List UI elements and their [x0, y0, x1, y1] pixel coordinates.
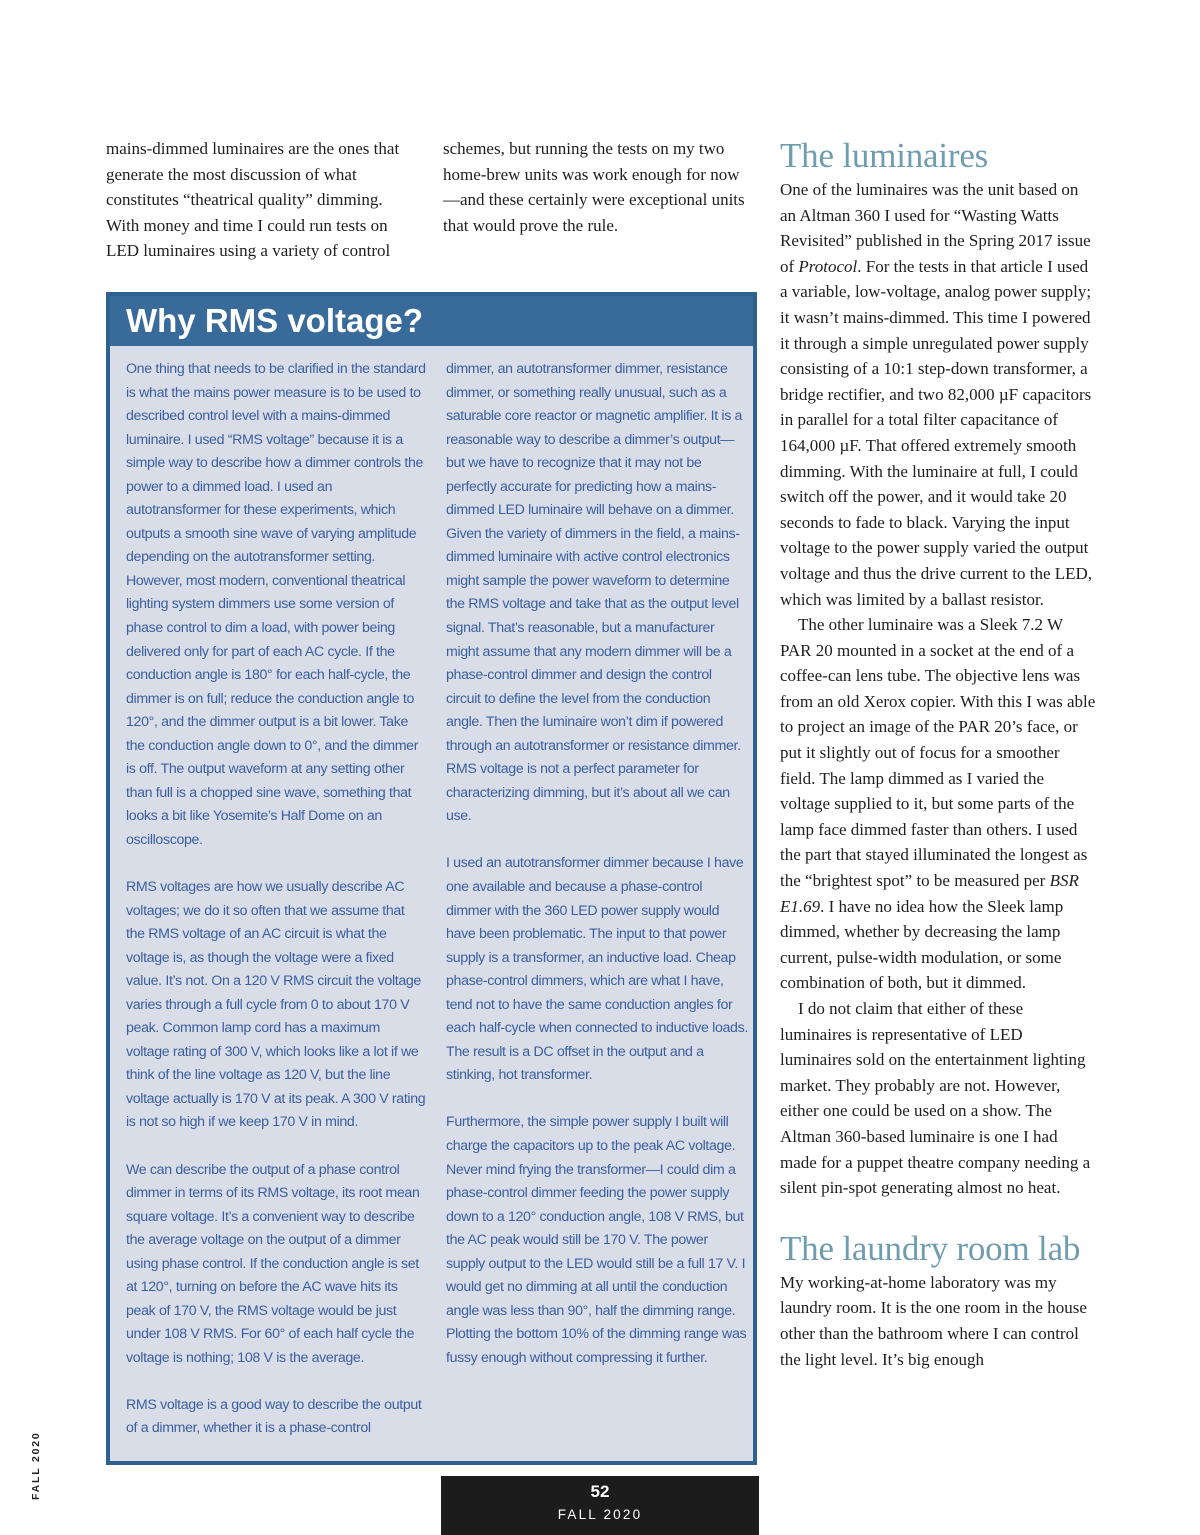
paragraph: I do not claim that either of these luminaires is representative of LED luminaires sold on the entertainment lighting market. They probably are not. However, either one could be used on a show. The Altman 360-based luminaire is one I had made for a puppet theatre company needing a silent pin-spot generating almost no heat. — [780, 999, 1091, 1198]
footer-issue: FALL 2020 — [557, 1507, 643, 1522]
text-run: The other luminaire was a Sleek 7.2 W PAR 20 mounted in a socket at the end of a coffee-can lens tube. The objective lens was from an old Xerox copier. With this I was able to project an image of the PAR 20’s face, or put it slightly out of focus for a smoother field. The lamp dimmed as I varied the voltage supplied to it, but some parts of the lamp face dimmed faster than others. I used the part that stayed illuminated the longest as the “brightest spot” to be measured per — [780, 615, 1096, 891]
paragraph: My working-at-home laboratory was my laundry room. It is the one room in the house other than the bathroom where I can control the light level. It’s big enough — [780, 1272, 1087, 1369]
sidebar-title: Why RMS voltage? — [126, 302, 424, 339]
paragraph — [780, 612, 1098, 996]
sidebar-box — [106, 292, 757, 1465]
sidebar-paragraph: We can describe the output of a phase control dimmer in terms of its RMS voltage, its root mean square voltage. It’s a convenient way to describe the average voltage on the output of a dimmer using phase control. If the conduction angle is set at 120°, turning on before the AC wave hits its peak of 170 V, the RMS voltage would be just under 108 V RMS. For 60° of each half cycle the voltage is nothing; 108 V is the average. — [126, 1161, 420, 1366]
sidebar-header — [110, 296, 753, 346]
paragraph: mains-dimmed luminaires are the ones that generate the most discussion of what constitutes “theatrical quality” dimming. With money and time I could run tests on LED luminaires using a variety of control — [106, 139, 400, 261]
sidebar-paragraph: Furthermore, the simple power supply I built will charge the capacitors up to the peak AC voltage. Never mind frying the transformer—I could dim a phase-control dimmer feeding the power supply down to a 120° conduction angle, 108 V RMS, but the AC peak would still be 170 V. The power supply output to the LED would still be a full 17 V. I would get no dimming at all until the conduction angle was less than 90°, half the dimming range. Plotting the bottom 10% of the dimming range was fussy enough without compressing it further. — [446, 1114, 747, 1366]
section-heading-luminaires: The luminaires — [780, 136, 989, 175]
section-heading-laundry-room-lab: The laundry room lab — [780, 1228, 1081, 1268]
page-footer — [441, 1476, 759, 1535]
body-column-left — [106, 136, 406, 264]
paragraph: schemes, but running the tests on my two home-brew units was work enough for now—and these certainly were exceptional units that would prove the rule. — [443, 139, 745, 235]
spacer — [780, 1201, 1098, 1229]
sidebar-paragraph: dimmer, an autotransformer dimmer, resistance dimmer, or something really unusual, such as a saturable core reactor or magnetic amplifier. It is a reasonable way to describe a dimmer’s output—but we have to recognize that it may not be perfectly accurate for predicting how a mains-dimmed LED luminaire will behave on a dimmer. Given the variety of dimmers in the field, a mains-dimmed luminaire with active control electronics might sample the power waveform to determine the RMS voltage and take that as the output level signal. That’s reasonable, but a manufacturer might assume that any modern dimmer will be a phase-control dimmer and design the control circuit to define the level from the conduction angle. Then the luminaire won’t dim if powered through an autotransformer or resistance dimmer. RMS voltage is not a perfect parameter for characterizing dimming, but it’s about all we can use. — [446, 361, 743, 825]
sidebar-column-left — [126, 358, 426, 1465]
body-column-right — [780, 136, 1098, 1372]
issue-side-label: FALL 2020 — [30, 1431, 42, 1500]
standard-reference: BSR E1.69 — [780, 871, 1079, 916]
sidebar-paragraph: I used an autotransformer dimmer because I have one available and because a phase-control dimmer with the 360 LED power supply would have been problematic. The input to that power supply is a transformer, an inductive load. Cheap phase-control dimmers, which are what I have, tend not to have the same conduction angles for each half-cycle when connected to inductive loads. The result is a DC offset in the output and a stinking, hot transformer. — [446, 855, 748, 1084]
paragraph — [780, 177, 1098, 612]
text-run: . I have no idea how the Sleek lamp dimmed, whether by decreasing the lamp current, pulse-width modulation, or some combination of both, but it dimmed. — [780, 896, 1064, 993]
body-column-middle — [443, 136, 748, 238]
sidebar-paragraph: RMS voltages are how we usually describe AC voltages; we do it so often that we assume that the RMS voltage of an AC circuit is what the voltage is, as though the voltage were a fixed value. It’s not. On a 120 V RMS circuit the voltage varies through a full cycle from 0 to about 170 V peak. Common lamp cord has a maximum voltage rating of 300 V, which looks like a lot if we think of the line voltage as 120 V, but the line voltage actually is 170 V at its peak. A 300 V rating is not so high if we keep 170 V in mind. — [126, 878, 426, 1131]
text-run: . For the tests in that article I used a variable, low-voltage, analog power supply; it wasn’t mains-dimmed. This time I powered it through a simple unregulated power supply consisting of a 10:1 step-down transformer, a bridge rectifier, and two 82,000 µF capacitors in parallel for a total filter capacitance of 164,000 µF. That offered extremely smooth dimming. With the luminaire at full, I could switch off the power, and it would take 20 seconds to fade to black. Varying the input voltage to the power supply varied the output voltage and thus the drive current to the LED, which was limited by a ballast resistor. — [780, 256, 1093, 609]
publication-title: Protocol — [798, 256, 858, 276]
text-run: One of the luminaires was the unit based on an Altman 360 I used for “Wasting Watts Revisited” published in the Spring 2017 issue of — [780, 180, 1091, 276]
sidebar-column-right — [446, 358, 749, 1394]
sidebar-paragraph: One thing that needs to be clarified in the standard is what the mains power measure is to be used to described control level with a mains-dimmed luminaire. I used “RMS voltage” because it is a simple way to describe how a dimmer controls the power to a dimmed load. I used an autotransformer for these experiments, which outputs a smooth sine wave of varying amplitude depending on the autotransformer setting. However, most modern, conventional theatrical lighting system dimmers use some version of phase control to dim a load, with power being delivered only for part of each AC cycle. If the conduction angle is 180° for each half-cycle, the dimmer is on full; reduce the conduction angle to 120°, and the dimmer output is a bit lower. Take the conduction angle down to 0°, and the dimmer is off. The output waveform at any setting other than full is a chopped sine wave, something that looks a bit like Yosemite’s Half Dome on an oscilloscope. — [126, 361, 426, 848]
page-number: 52 — [590, 1482, 610, 1501]
sidebar-paragraph: RMS voltage is a good way to describe the output of a dimmer, whether it is a phase-control — [126, 1396, 422, 1437]
